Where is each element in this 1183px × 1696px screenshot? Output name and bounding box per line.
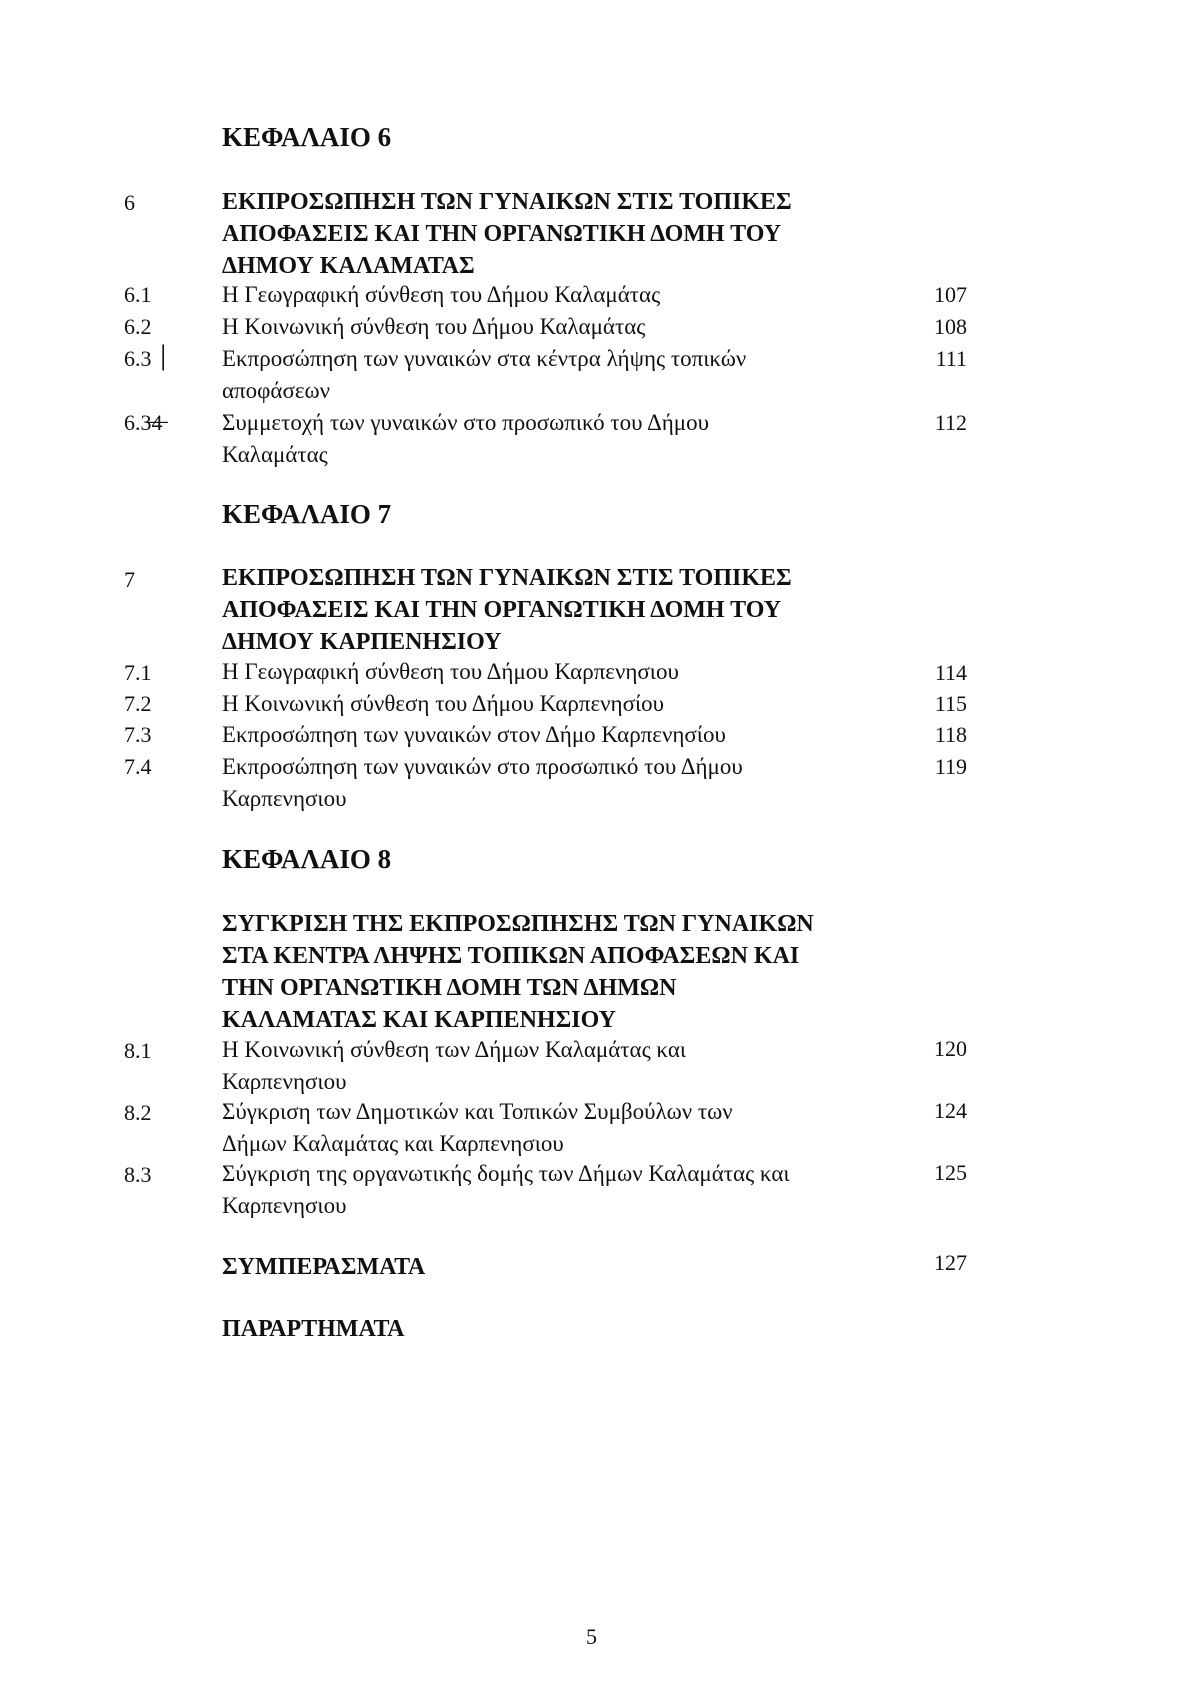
chapter8-main-title-line3: ΤΗΝ ΟΡΓΑΝΩΤΙΚΗ ΔΟΜΗ ΤΩΝ ΔΗΜΩΝ <box>222 975 677 1001</box>
chapter6-main-number: 6 <box>124 190 135 215</box>
entry-7-2-title: Η Κοινωνική σύνθεση του Δήμου Καρπενησίου <box>222 691 665 716</box>
page-number: 5 <box>586 1624 597 1649</box>
entry-6-1-number: 6.1 <box>124 282 152 307</box>
entry-6-3-number: 6.3 ׀ <box>124 346 170 371</box>
entry-6-4-page: 112 <box>934 410 967 435</box>
entry-7-4-title-line2: Καρπενησιου <box>222 786 347 811</box>
entry-8-2-title-line2: Δήμων Καλαμάτας και Καρπενησιου <box>222 1131 564 1156</box>
entry-8-2-page: 124 <box>934 1098 967 1123</box>
entry-8-2-number: 8.2 <box>124 1100 152 1125</box>
entry-7-1-title: Η Γεωγραφική σύνθεση του Δήμου Καρπενησιου <box>222 659 679 684</box>
entry-8-3-number: 8.3 <box>124 1162 152 1187</box>
entry-6-4-number: 6.3̶4̶ <box>124 410 163 435</box>
entry-6-3-title-line1: Εκπροσώπηση των γυναικών στα κέντρα λήψης τοπικών <box>222 346 747 371</box>
entry-6-4-title-line2: Καλαμάτας <box>222 442 328 467</box>
entry-7-3-page: 118 <box>934 722 967 747</box>
entry-7-2-number: 7.2 <box>124 691 152 716</box>
entry-8-1-title-line2: Καρπενησιου <box>222 1069 347 1094</box>
chapter6-heading: ΚΕΦΑΛΑΙΟ 6 <box>222 122 392 152</box>
entry-6-3-page: 111 <box>935 346 967 371</box>
chapter8-main-title-line1: ΣΥΓΚΡΙΣΗ ΤΗΣ ΕΚΠΡΟΣΩΠΗΣΗΣ ΤΩΝ ΓΥΝΑΙΚΩΝ <box>222 911 814 937</box>
entry-6-2-page: 108 <box>934 314 967 339</box>
entry-8-2-title-line1: Σύγκριση των Δημοτικών και Τοπικών Συμβούλων των <box>222 1099 733 1124</box>
entry-8-1-title-line1: Η Κοινωνική σύνθεση των Δήμων Καλαμάτας και <box>222 1037 687 1062</box>
conclusions-heading: ΣΥΜΠΕΡΑΣΜΑΤΑ <box>222 1254 426 1280</box>
chapter6-main-title-line3: ΔΗΜΟΥ ΚΑΛΑΜΑΤΑΣ <box>222 253 475 279</box>
entry-6-2-number: 6.2 <box>124 314 152 339</box>
entry-6-4-title-line1: Συμμετοχή των γυναικών στο προσωπικό του Δήμου <box>222 410 710 435</box>
entry-8-3-page: 125 <box>934 1160 967 1185</box>
entry-8-3-title-line2: Καρπενησιου <box>222 1193 347 1218</box>
conclusions-page: 127 <box>934 1250 967 1275</box>
chapter8-heading: ΚΕΦΑΛΑΙΟ 8 <box>222 844 392 874</box>
entry-6-1-page: 107 <box>934 282 967 307</box>
entry-7-4-number: 7.4 <box>124 754 152 779</box>
chapter6-main-title-line1: ΕΚΠΡΟΣΩΠΗΣΗ ΤΩΝ ΓΥΝΑΙΚΩΝ ΣΤΙΣ ΤΟΠΙΚΕΣ <box>222 189 792 215</box>
chapter6-main-title-line2: ΑΠΟΦΑΣΕΙΣ ΚΑΙ ΤΗΝ ΟΡΓΑΝΩΤΙΚΗ ΔΟΜΗ ΤΟΥ <box>222 221 782 247</box>
entry-7-3-title: Εκπροσώπηση των γυναικών στον Δήμο Καρπενησίου <box>222 722 726 747</box>
entry-7-4-title-line1: Εκπροσώπηση των γυναικών στο προσωπικό του Δήμου <box>222 754 743 779</box>
chapter7-main-title-line3: ΔΗΜΟΥ ΚΑΡΠΕΝΗΣΙΟΥ <box>222 629 502 655</box>
entry-6-3-title-line2: αποφάσεων <box>222 378 331 403</box>
entry-8-1-number: 8.1 <box>124 1038 152 1063</box>
entry-8-3-title-line1: Σύγκριση της οργανωτικής δομής των Δήμων Καλαμάτας και <box>222 1161 790 1186</box>
entry-7-4-page: 119 <box>934 754 967 779</box>
entry-7-1-page: 114 <box>934 660 967 685</box>
entry-7-2-page: 115 <box>934 691 967 716</box>
chapter7-main-title-line2: ΑΠΟΦΑΣΕΙΣ ΚΑΙ ΤΗΝ ΟΡΓΑΝΩΤΙΚΗ ΔΟΜΗ ΤΟΥ <box>222 597 782 623</box>
appendices-heading: ΠΑΡΑΡΤΗΜΑΤΑ <box>222 1316 405 1342</box>
entry-6-1-title: Η Γεωγραφική σύνθεση του Δήμου Καλαμάτας <box>222 282 661 307</box>
entry-7-3-number: 7.3 <box>124 722 152 747</box>
entry-6-2-title: Η Κοινωνική σύνθεση του Δήμου Καλαμάτας <box>222 314 646 339</box>
chapter7-main-title-line1: ΕΚΠΡΟΣΩΠΗΣΗ ΤΩΝ ΓΥΝΑΙΚΩΝ ΣΤΙΣ ΤΟΠΙΚΕΣ <box>222 565 792 591</box>
chapter8-main-title-line4: ΚΑΛΑΜΑΤΑΣ ΚΑΙ ΚΑΡΠΕΝΗΣΙΟΥ <box>222 1007 616 1033</box>
chapter7-main-number: 7 <box>124 567 135 592</box>
chapter8-main-title-line2: ΣΤΑ ΚΕΝΤΡΑ ΛΗΨΗΣ ΤΟΠΙΚΩΝ ΑΠΟΦΑΣΕΩΝ ΚΑΙ <box>222 943 800 969</box>
entry-7-1-number: 7.1 <box>124 660 152 685</box>
entry-8-1-page: 120 <box>934 1036 967 1061</box>
chapter7-heading: ΚΕΦΑΛΑΙΟ 7 <box>222 499 392 529</box>
